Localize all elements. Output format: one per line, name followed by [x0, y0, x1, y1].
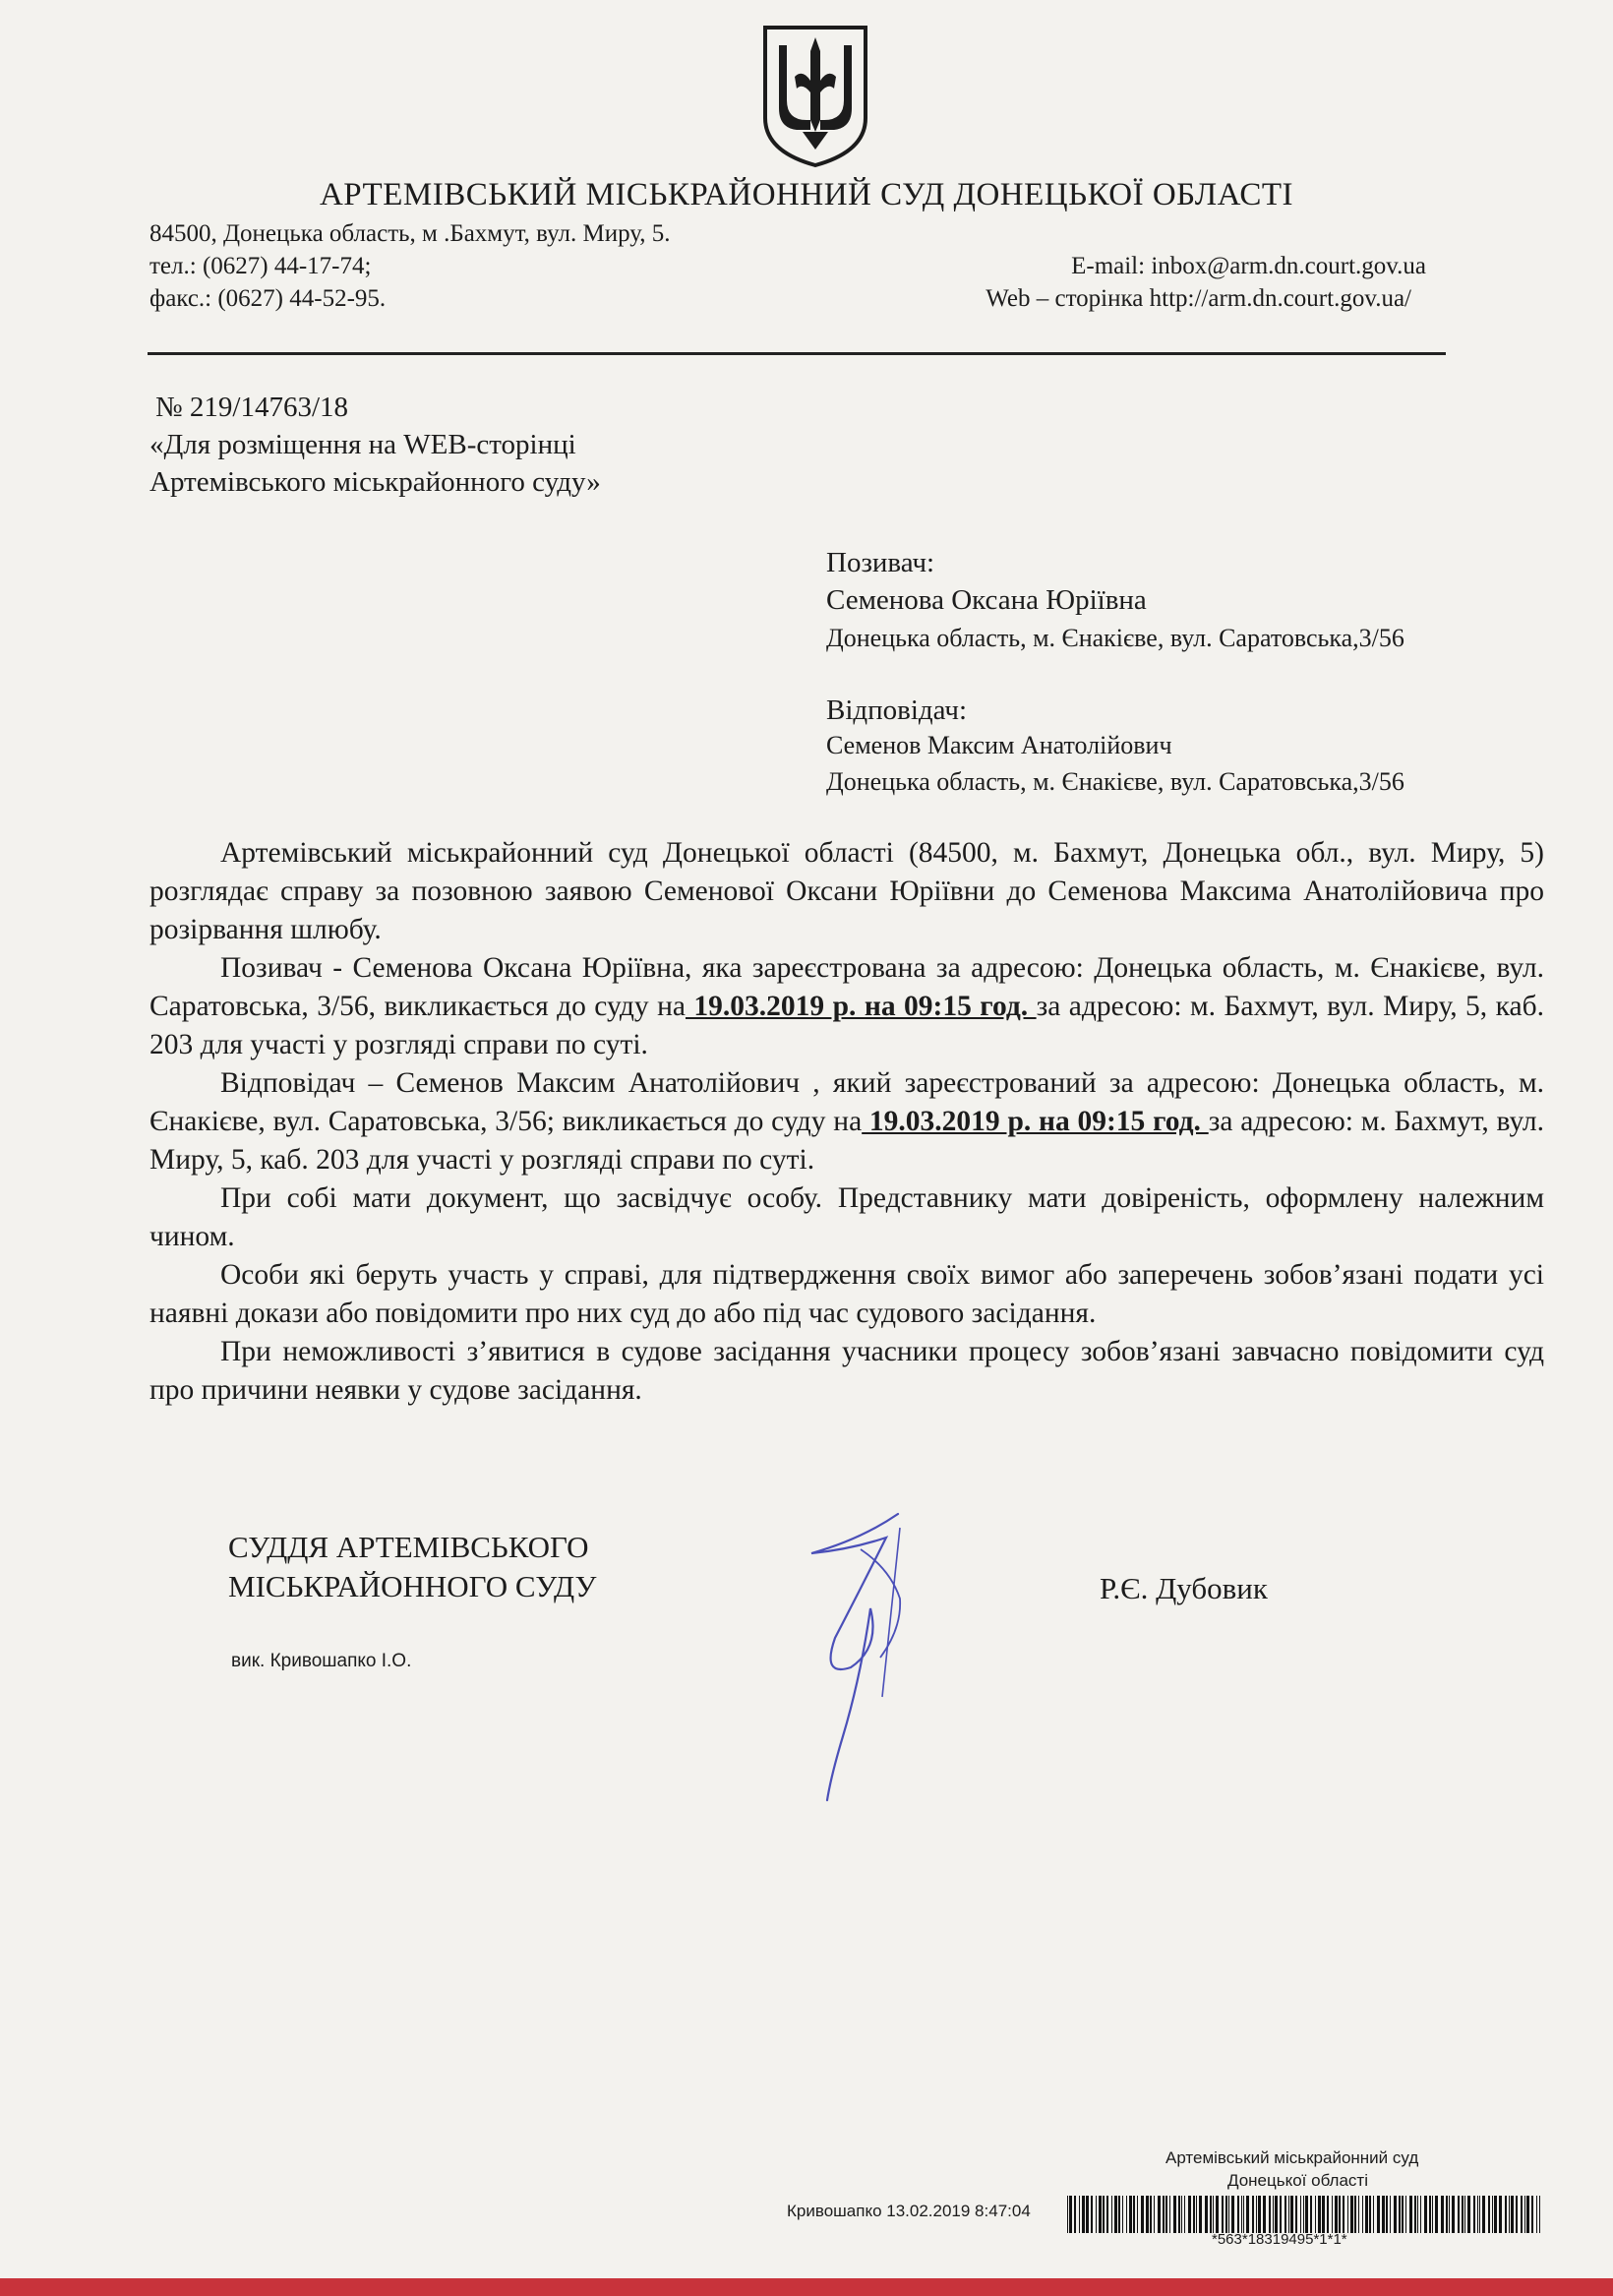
- barcode-bar: [1441, 2196, 1444, 2233]
- barcode-bar: [1521, 2196, 1523, 2233]
- barcode-bar: [1536, 2196, 1537, 2233]
- bottom-edge-strip: [0, 2278, 1613, 2296]
- barcode-bar: [1263, 2196, 1266, 2233]
- barcode-bar: [1539, 2196, 1540, 2233]
- barcode-bar: [1432, 2196, 1433, 2233]
- barcode-bar: [1188, 2196, 1191, 2233]
- barcode-bar: [1452, 2196, 1455, 2233]
- barcode-bar: [1114, 2196, 1117, 2233]
- plaintiff-address: Донецька область, м. Єнакієве, вул. Саратовська,3/56: [826, 624, 1404, 652]
- court-phone: тел.: (0627) 44-17-74;: [149, 253, 372, 279]
- judge-name: Р.Є. Дубовик: [1100, 1571, 1268, 1605]
- barcode-bar: [1237, 2196, 1239, 2233]
- executor-name: вик. Кривошапко І.О.: [231, 1651, 412, 1671]
- barcode-bar: [1178, 2196, 1180, 2233]
- barcode-bar: [1446, 2196, 1448, 2233]
- web-note-line2: Артемівського міськрайонного суду»: [149, 466, 601, 498]
- court-fax: факс.: (0627) 44-52-95.: [149, 285, 387, 312]
- paragraph-case: Артемівський міськрайонний суд Донецької області (84500, м. Бахмут, Донецька обл., вул. Миру, 5) розглядає справу за позовною заявою Семенової Оксани Юріївни до Семенова Максима Анатолійовича про розірвання шлюбу.: [149, 837, 1544, 945]
- barcode-bar: [1365, 2196, 1368, 2233]
- barcode-bar: [1173, 2196, 1176, 2233]
- barcode-bar: [1126, 2196, 1127, 2233]
- barcode-bar: [1499, 2196, 1502, 2233]
- barcode-bar: [1362, 2196, 1363, 2233]
- barcode-bar: [1213, 2196, 1214, 2233]
- barcode-bar: [1269, 2196, 1271, 2233]
- barcode-bar: [1228, 2196, 1229, 2233]
- barcode-bar: [1133, 2196, 1135, 2233]
- barcode-bar: [1303, 2196, 1304, 2233]
- notice-body: [149, 834, 1544, 1410]
- hearing-date-plaintiff: 19.03.2019 р. на 09:15 год.: [685, 991, 1037, 1022]
- barcode-bar: [1332, 2196, 1333, 2233]
- barcode-bar: [1082, 2196, 1085, 2233]
- barcode-bar: [1295, 2196, 1297, 2233]
- defendant-label: Відповідач:: [826, 695, 968, 726]
- barcode-bar: [1181, 2196, 1182, 2233]
- barcode-bar: [1420, 2196, 1421, 2233]
- barcode-bar: [1386, 2196, 1388, 2233]
- barcode-bar: [1505, 2196, 1507, 2233]
- defendant-address: Донецька область, м. Єнакієве, вул. Саратовська,3/56: [826, 767, 1404, 796]
- barcode-bar: [1196, 2196, 1197, 2233]
- barcode-bar: [1273, 2196, 1274, 2233]
- court-website: Web – сторінка http://arm.dn.court.gov.ua/: [986, 285, 1411, 312]
- barcode-bar: [1243, 2196, 1244, 2233]
- barcode-bar: [1246, 2196, 1249, 2233]
- registration-stamp: Кривошапко 13.02.2019 8:47:04: [787, 2202, 1031, 2220]
- barcode-bar: [1210, 2196, 1212, 2233]
- barcode-bar: [1091, 2196, 1093, 2233]
- barcode-bar: [1464, 2196, 1465, 2233]
- barcode-bar: [1074, 2196, 1076, 2233]
- barcode-bar: [1225, 2196, 1227, 2233]
- barcode-bar: [1358, 2196, 1359, 2233]
- header-divider: [148, 352, 1446, 355]
- barcode-bar: [1394, 2196, 1397, 2233]
- court-title: АРТЕМІВСЬКИЙ МІСЬКРАЙОННИЙ СУД ДОНЕЦЬКОЇ ОБЛАСТІ: [319, 177, 1294, 212]
- barcode-bar: [1318, 2196, 1321, 2233]
- barcode-bar: [1199, 2196, 1202, 2233]
- barcode-bar: [1343, 2196, 1344, 2233]
- judge-signature: [792, 1510, 934, 1805]
- barcode-bar: [1137, 2196, 1138, 2233]
- barcode-bar: [1417, 2196, 1418, 2233]
- barcode-bar: [1488, 2196, 1490, 2233]
- barcode-bar: [1335, 2196, 1338, 2233]
- barcode-bar: [1327, 2196, 1329, 2233]
- defendant-summons-location: за адресою: м. Бахмут, вул. Миру, 5, каб. 203 для участі у розгляді справи по суті.: [149, 1106, 1545, 1176]
- barcode-bar: [1275, 2196, 1278, 2233]
- barcode-bar: [1315, 2196, 1316, 2233]
- barcode-bar: [1354, 2196, 1356, 2233]
- barcode-bar: [1414, 2196, 1416, 2233]
- judge-title-line2: МІСЬКРАЙОННОГО СУДУ: [228, 1569, 597, 1603]
- barcode-bar: [1205, 2196, 1208, 2233]
- defendant-summons-text: Відповідач – Семенов Максим Анатолійович , який зареєстрований за адресою: Донецька область, м. Єнакієве, вул. Саратовська, 3/56; викликається до суду на: [149, 1067, 1544, 1137]
- barcode-bar: [1482, 2196, 1485, 2233]
- barcode-bar: [1479, 2196, 1480, 2233]
- barcode-bar: [1150, 2196, 1152, 2233]
- barcode-bar: [1526, 2196, 1529, 2233]
- barcode-bar: [1399, 2196, 1401, 2233]
- paragraph-absence: При неможливості з’явитися в судове засідання учасники процесу зобов’язані завчасно повідомити суд про причини неявки у судове засідання.: [149, 1336, 1544, 1406]
- web-note-line1: «Для розміщення на WEB-сторінці: [149, 429, 576, 460]
- plaintiff-label: Позивач:: [826, 547, 935, 578]
- barcode-bar: [1402, 2196, 1404, 2233]
- plaintiff-summons-location: за адресою: м. Бахмут, вул. Миру, 5, каб. 203 для участі у розгляді справи по суті.: [149, 991, 1544, 1060]
- barcode-bar: [1069, 2196, 1072, 2233]
- barcode-bar: [1516, 2196, 1518, 2233]
- barcode-bar: [1405, 2196, 1406, 2233]
- barcode-bar: [1129, 2196, 1132, 2233]
- stamp-court-name: Артемівський міськрайонний суд: [1165, 2148, 1419, 2167]
- barcode-bar: [1169, 2196, 1170, 2233]
- barcode-bar: [1252, 2196, 1254, 2233]
- barcode-bar: [1409, 2196, 1412, 2233]
- barcode-bar: [1305, 2196, 1308, 2233]
- barcode-bar: [1350, 2196, 1353, 2233]
- barcode-bar: [1347, 2196, 1348, 2233]
- barcode-bar: [1458, 2196, 1460, 2233]
- barcode-bar: [1165, 2196, 1167, 2233]
- court-address: 84500, Донецька область, м .Бахмут, вул. Миру, 5.: [149, 220, 671, 247]
- barcode-bar: [1377, 2196, 1380, 2233]
- barcode-bar: [1256, 2196, 1257, 2233]
- barcode-bar: [1531, 2196, 1533, 2233]
- barcode-bar: [1258, 2196, 1261, 2233]
- barcode-bar: [1280, 2196, 1282, 2233]
- barcode-bar: [1141, 2196, 1144, 2233]
- barcode-bar: [1509, 2196, 1510, 2233]
- barcode-bar: [1492, 2196, 1493, 2233]
- barcode-bar: [1118, 2196, 1120, 2233]
- barcode-bar: [1146, 2196, 1149, 2233]
- paragraph-defendant-summons: [149, 1064, 1544, 1179]
- barcode-code: *563*18319495*1*1*: [1212, 2231, 1347, 2248]
- court-email: E-mail: inbox@arm.dn.court.gov.ua: [1071, 253, 1426, 279]
- defendant-name: Семенов Максим Анатолійович: [826, 731, 1172, 759]
- barcode-bar: [1449, 2196, 1450, 2233]
- barcode-bar: [1241, 2196, 1242, 2233]
- barcode-bar: [1154, 2196, 1155, 2233]
- barcode-bar: [1524, 2196, 1525, 2233]
- barcode-bar: [1477, 2196, 1478, 2233]
- barcode-bar: [1290, 2196, 1293, 2233]
- barcode-bar: [1462, 2196, 1464, 2233]
- trident-emblem-icon: [757, 22, 873, 169]
- barcode-bar: [1216, 2196, 1219, 2233]
- barcode-bar: [1288, 2196, 1289, 2233]
- hearing-date-defendant: 19.03.2019 р. на 09:15 год.: [862, 1106, 1209, 1137]
- barcode-bar: [1086, 2196, 1089, 2233]
- barcode-bar: [1467, 2196, 1470, 2233]
- document-barcode: [1067, 2196, 1544, 2233]
- barcode-bar: [1079, 2196, 1080, 2233]
- barcode-bar: [1163, 2196, 1165, 2233]
- barcode-bar: [1429, 2196, 1431, 2233]
- barcode-bar: [1373, 2196, 1374, 2233]
- barcode-bar: [1067, 2196, 1068, 2233]
- paragraph-plaintiff-summons: [149, 949, 1544, 1064]
- paragraph-evidence: Особи які беруть участь у справі, для підтвердження своїх вимог або заперечень зобов’язані подати усі наявні докази або повідомити про них суд до або під час судового засідання.: [149, 1259, 1544, 1329]
- paragraph-identity: При собі мати документ, що засвідчує особу. Представнику мати довіреність, оформлену належним чином.: [149, 1182, 1544, 1252]
- barcode-bar: [1184, 2196, 1185, 2233]
- barcode-bar: [1222, 2196, 1224, 2233]
- barcode-bar: [1231, 2196, 1234, 2233]
- barcode-bar: [1284, 2196, 1286, 2233]
- barcode-bar: [1511, 2196, 1514, 2233]
- plaintiff-name: Семенова Оксана Юріївна: [826, 584, 1147, 616]
- barcode-bar: [1106, 2196, 1108, 2233]
- barcode-bar: [1390, 2196, 1391, 2233]
- barcode-bar: [1103, 2196, 1105, 2233]
- barcode-bar: [1435, 2196, 1438, 2233]
- barcode-bar: [1158, 2196, 1161, 2233]
- barcode-bar: [1369, 2196, 1371, 2233]
- barcode-bar: [1322, 2196, 1325, 2233]
- judge-title-line1: СУДДЯ АРТЕМІВСЬКОГО: [228, 1530, 589, 1564]
- barcode-bar: [1339, 2196, 1341, 2233]
- barcode-bar: [1122, 2196, 1123, 2233]
- barcode-bar: [1300, 2196, 1301, 2233]
- barcode-bar: [1382, 2196, 1385, 2233]
- barcode-bar: [1111, 2196, 1112, 2233]
- barcode-bar: [1096, 2196, 1097, 2233]
- stamp-region: Донецької області: [1227, 2171, 1368, 2190]
- barcode-bar: [1099, 2196, 1102, 2233]
- barcode-bar: [1494, 2196, 1497, 2233]
- plaintiff-summons-text: Позивач - Семенова Оксана Юріївна, яка зареєстрована за адресою: Донецька область, м. Єнакієве, вул. Саратовська, 3/56, викликається до суду на: [149, 952, 1544, 1022]
- barcode-bar: [1193, 2196, 1195, 2233]
- case-number: № 219/14763/18: [155, 392, 349, 423]
- barcode-bar: [1310, 2196, 1312, 2233]
- barcode-bar: [1424, 2196, 1427, 2233]
- barcode-bar: [1473, 2196, 1475, 2233]
